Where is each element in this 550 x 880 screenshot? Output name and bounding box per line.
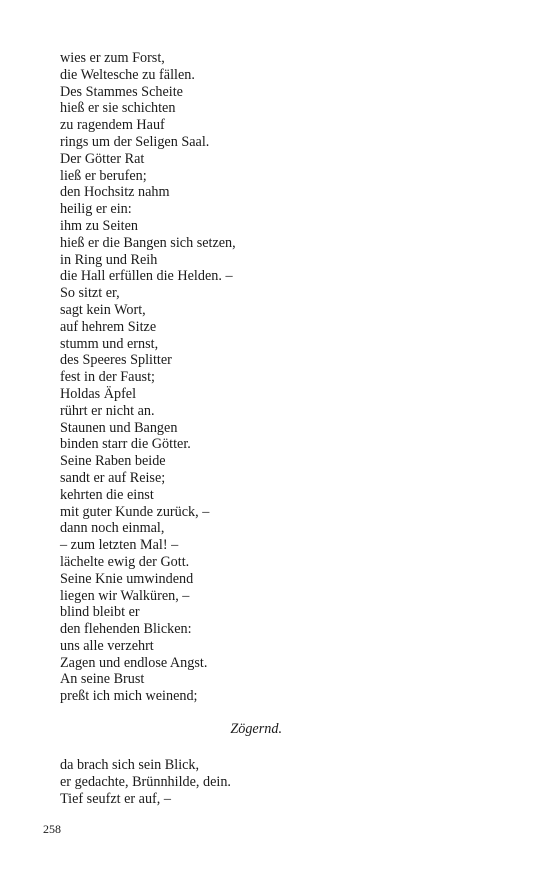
- verse-line: ihm zu Seiten: [60, 217, 139, 234]
- verse-line: Der Götter Rat: [60, 150, 145, 167]
- verse-line: hieß er die Bangen sich setzen,: [60, 234, 236, 251]
- verse-line: ließ er berufen;: [60, 167, 147, 184]
- verse-line: Seine Raben beide: [60, 453, 166, 470]
- stage-direction-text: Zögernd.: [230, 721, 282, 737]
- verse-line: kehrten die einst: [60, 486, 154, 503]
- verse-line: dann noch einmal,: [60, 520, 165, 537]
- verse-line: zu ragendem Hauf: [60, 117, 165, 134]
- verse-line: rührt er nicht an.: [60, 402, 155, 419]
- verse-stanza-2: [60, 757, 231, 807]
- verse-line: liegen wir Walküren, –: [60, 587, 190, 604]
- verse-line: Des Stammes Scheite: [60, 83, 183, 100]
- verse-line: wies er zum Forst,: [60, 50, 165, 66]
- verse-line: hieß er sie schichten: [60, 100, 176, 117]
- verse-line: in Ring und Reih: [60, 251, 158, 268]
- verse-line: sandt er auf Reise;: [60, 469, 166, 486]
- verse-line: auf hehrem Sitze: [60, 318, 157, 335]
- stage-direction: [0, 721, 510, 738]
- verse-line: binden starr die Götter.: [60, 436, 191, 453]
- verse-line: den flehenden Blicken:: [60, 621, 192, 638]
- verse-line: Seine Knie umwindend: [60, 570, 194, 587]
- verse-line: den Hochsitz nahm: [60, 184, 170, 201]
- verse-line: sagt kein Wort,: [60, 301, 146, 318]
- verse-line: des Speeres Splitter: [60, 352, 172, 369]
- verse-line: Zagen und endlose Angst.: [60, 654, 208, 671]
- page-number: 258: [43, 822, 61, 836]
- verse-line: die Weltesche zu fällen.: [60, 66, 195, 83]
- verse-line: fest in der Faust;: [60, 369, 155, 386]
- verse-line: stumm und ernst,: [60, 335, 159, 352]
- verse-line: So sitzt er,: [60, 285, 120, 302]
- verse-line: An seine Brust: [60, 671, 145, 688]
- verse-line: heilig er ein:: [60, 201, 132, 218]
- verse-line: Holdas Äpfel: [60, 385, 137, 402]
- verse-line: uns alle verzehrt: [60, 637, 154, 654]
- verse-line: – zum letzten Mal! –: [60, 537, 179, 554]
- verse-line: rings um der Seligen Saal.: [60, 133, 210, 150]
- verse-line: lächelte ewig der Gott.: [60, 553, 190, 570]
- verse-stanza-1: [60, 50, 236, 705]
- verse-line: er gedachte, Brünnhilde, dein.: [60, 773, 231, 790]
- verse-line: Tief seufzt er auf, –: [60, 790, 171, 807]
- verse-line: preßt ich mich weinend;: [60, 688, 198, 705]
- verse-line: da brach sich sein Blick,: [60, 757, 200, 773]
- verse-line: Staunen und Bangen: [60, 419, 178, 436]
- verse-line: mit guter Kunde zurück, –: [60, 503, 210, 520]
- verse-line: blind bleibt er: [60, 604, 140, 621]
- verse-line: die Hall erfüllen die Helden. –: [60, 268, 233, 285]
